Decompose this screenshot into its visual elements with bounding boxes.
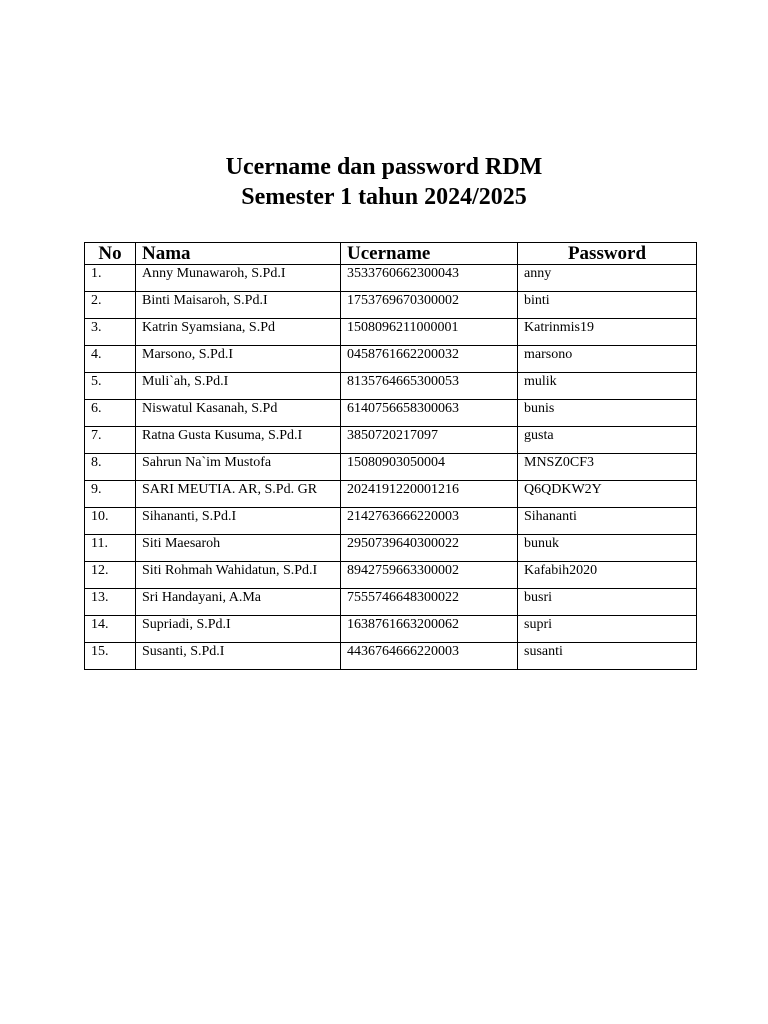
table-row — [85, 454, 697, 481]
cell-no: 14. — [85, 616, 136, 643]
table-row — [85, 508, 697, 535]
cell-username: 7555746648300022 — [341, 589, 518, 616]
table-row — [85, 562, 697, 589]
cell-no: 1. — [85, 265, 136, 292]
cell-password: MNSZ0CF3 — [518, 454, 697, 481]
cell-username: 4436764666220003 — [341, 643, 518, 670]
cell-username: 0458761662200032 — [341, 346, 518, 373]
cell-username: 3850720217097 — [341, 427, 518, 454]
header-username: Ucername — [341, 243, 518, 265]
cell-no: 8. — [85, 454, 136, 481]
cell-nama: Katrin Syamsiana, S.Pd — [136, 319, 341, 346]
table-row — [85, 265, 697, 292]
cell-password: bunuk — [518, 535, 697, 562]
cell-no: 11. — [85, 535, 136, 562]
cell-username: 1508096211000001 — [341, 319, 518, 346]
cell-no: 15. — [85, 643, 136, 670]
cell-password: anny — [518, 265, 697, 292]
table-row — [85, 427, 697, 454]
cell-username: 3533760662300043 — [341, 265, 518, 292]
cell-password: marsono — [518, 346, 697, 373]
cell-username: 1753769670300002 — [341, 292, 518, 319]
cell-no: 3. — [85, 319, 136, 346]
cell-no: 9. — [85, 481, 136, 508]
header-nama: Nama — [136, 243, 341, 265]
cell-username: 1638761663200062 — [341, 616, 518, 643]
cell-password: supri — [518, 616, 697, 643]
cell-nama: Ratna Gusta Kusuma, S.Pd.I — [136, 427, 341, 454]
table-row — [85, 481, 697, 508]
cell-username: 2950739640300022 — [341, 535, 518, 562]
cell-no: 7. — [85, 427, 136, 454]
table-row — [85, 535, 697, 562]
cell-nama: SARI MEUTIA. AR, S.Pd. GR — [136, 481, 341, 508]
cell-password: binti — [518, 292, 697, 319]
table-row — [85, 292, 697, 319]
cell-nama: Muli`ah, S.Pd.I — [136, 373, 341, 400]
cell-username: 2024191220001216 — [341, 481, 518, 508]
cell-password: mulik — [518, 373, 697, 400]
table-row — [85, 346, 697, 373]
table-header-row — [85, 243, 697, 265]
cell-nama: Sihananti, S.Pd.I — [136, 508, 341, 535]
title-line-2: Semester 1 tahun 2024/2025 — [241, 184, 527, 210]
credentials-table — [84, 242, 697, 670]
cell-password: susanti — [518, 643, 697, 670]
table-row — [85, 643, 697, 670]
table-row — [85, 373, 697, 400]
cell-nama: Sahrun Na`im Mustofa — [136, 454, 341, 481]
table-body — [85, 265, 697, 670]
cell-username: 6140756658300063 — [341, 400, 518, 427]
cell-nama: Sri Handayani, A.Ma — [136, 589, 341, 616]
cell-no: 12. — [85, 562, 136, 589]
cell-password: bunis — [518, 400, 697, 427]
header-password: Password — [518, 243, 697, 265]
page-title — [0, 152, 768, 212]
cell-username: 15080903050004 — [341, 454, 518, 481]
cell-no: 5. — [85, 373, 136, 400]
cell-no: 6. — [85, 400, 136, 427]
cell-nama: Supriadi, S.Pd.I — [136, 616, 341, 643]
cell-no: 4. — [85, 346, 136, 373]
table-row — [85, 319, 697, 346]
cell-password: Sihananti — [518, 508, 697, 535]
cell-username: 8942759663300002 — [341, 562, 518, 589]
cell-no: 10. — [85, 508, 136, 535]
table-row — [85, 616, 697, 643]
cell-password: busri — [518, 589, 697, 616]
table-row — [85, 400, 697, 427]
cell-username: 8135764665300053 — [341, 373, 518, 400]
title-line-1: Ucername dan password RDM — [225, 154, 543, 180]
cell-nama: Binti Maisaroh, S.Pd.I — [136, 292, 341, 319]
cell-nama: Anny Munawaroh, S.Pd.I — [136, 265, 341, 292]
cell-nama: Siti Rohmah Wahidatun, S.Pd.I — [136, 562, 341, 589]
cell-password: Q6QDKW2Y — [518, 481, 697, 508]
cell-nama: Marsono, S.Pd.I — [136, 346, 341, 373]
cell-password: Katrinmis19 — [518, 319, 697, 346]
header-no: No — [85, 243, 136, 265]
cell-no: 2. — [85, 292, 136, 319]
cell-no: 13. — [85, 589, 136, 616]
table-row — [85, 589, 697, 616]
cell-nama: Susanti, S.Pd.I — [136, 643, 341, 670]
cell-password: gusta — [518, 427, 697, 454]
cell-nama: Siti Maesaroh — [136, 535, 341, 562]
cell-nama: Niswatul Kasanah, S.Pd — [136, 400, 341, 427]
cell-username: 2142763666220003 — [341, 508, 518, 535]
cell-password: Kafabih2020 — [518, 562, 697, 589]
